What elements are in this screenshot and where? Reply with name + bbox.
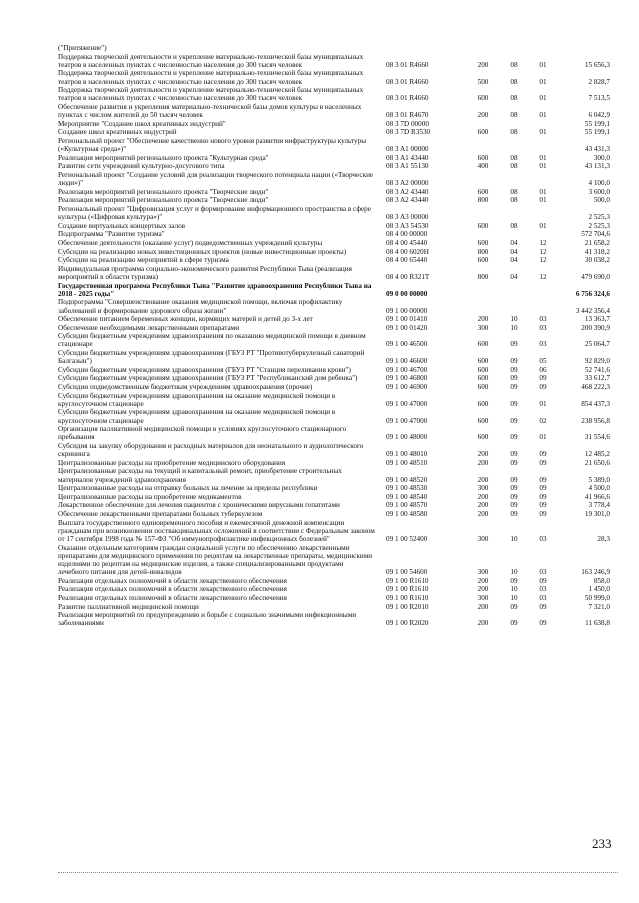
- row-code: 08 3 7D R3530: [386, 128, 431, 137]
- row-section: 09: [510, 365, 518, 374]
- row-subsection: 09: [539, 619, 547, 628]
- row-name: Реализация отдельных полномочий в области лекарственного обеспечения: [58, 576, 287, 585]
- row-subsection: 01: [539, 162, 547, 171]
- table-row: [58, 44, 606, 52]
- row-amount: 2 525,3: [588, 221, 610, 230]
- row-section: 09: [510, 484, 518, 493]
- row-expense-type: 300: [477, 568, 489, 577]
- budget-table: [58, 44, 610, 628]
- row-amount: 12 485,2: [584, 450, 610, 459]
- row-name: Региональный проект "Цифровизация услуг и формирование информационного пространства в сфере культуры («Цифровая культура»)": [58, 204, 371, 222]
- row-section: 08: [510, 196, 518, 205]
- row-amount: 30 038,2: [584, 256, 610, 265]
- table-row: [58, 323, 610, 332]
- row-amount: 3 442 356,4: [575, 306, 610, 315]
- row-name: Реализация мероприятий регионального проекта "Культурная среда": [58, 153, 269, 162]
- table-row: [58, 256, 610, 265]
- row-name: Создание школ креативных индустрий: [58, 128, 177, 137]
- table-row: [58, 136, 610, 154]
- row-expense-type: 200: [477, 501, 489, 510]
- row-code: 08 4 00 00000: [386, 230, 428, 239]
- table-row: [58, 238, 610, 247]
- row-section: 04: [510, 272, 518, 281]
- row-code: 08 4 00 R321T: [386, 272, 430, 281]
- table-row: [58, 128, 610, 137]
- table-row: [58, 196, 610, 205]
- row-name: Организация паллиативной медицинской помощи в условиях круглосуточного стационарного пребывания: [58, 425, 347, 442]
- row-amount: 2 828,7: [588, 77, 610, 86]
- row-name: Субсидии подведомственным бюджетным учреждениям здравоохранения (прочие): [58, 383, 313, 392]
- row-expense-type: 400: [477, 162, 489, 171]
- row-expense-type: 500: [477, 77, 489, 86]
- row-code: 08 3 A2 43440: [386, 196, 429, 205]
- row-expense-type: 200: [477, 576, 489, 585]
- row-amount: 41 966,6: [584, 492, 610, 501]
- row-expense-type: 200: [477, 475, 489, 484]
- row-code: 09 1 00 46800: [386, 374, 428, 383]
- row-section: 04: [510, 247, 518, 256]
- row-section: 10: [510, 323, 518, 332]
- table-row: [58, 408, 610, 425]
- table-row: [58, 52, 610, 69]
- row-section: 10: [510, 535, 518, 544]
- row-name: Оказание отдельным категориям граждан социальной услуги по обеспечению лекарственными препаратами для медицинского применения по рецептам на лекарственные препараты, медицинскими изделиями по рецептам на медицинские изделия, а также специализированными продуктами лечебного питания для детей-инвалидов: [58, 543, 373, 577]
- table-row: [58, 543, 610, 577]
- row-amount: 25 064,7: [584, 340, 610, 349]
- row-section: 09: [510, 458, 518, 467]
- row-subsection: 09: [539, 576, 547, 585]
- row-code: 09 1 00 54600: [386, 568, 428, 577]
- row-expense-type: 200: [477, 315, 489, 324]
- row-subsection: 01: [539, 60, 547, 69]
- row-expense-type: 600: [477, 416, 489, 425]
- row-amount: 33 612,7: [584, 374, 610, 383]
- row-name: Лекарственное обеспечение для лечения пациентов с хроническими вирусными гепатитами: [58, 501, 340, 510]
- row-amount: 43 431,3: [584, 145, 610, 154]
- table-row: [58, 298, 610, 315]
- row-amount: 5 389,0: [588, 475, 610, 484]
- row-name: Обеспечение деятельности (оказание услуг) подведомственных учреждений культуры: [58, 238, 323, 247]
- row-code: 09 1 00 46500: [386, 340, 428, 349]
- row-code: 08 4 00 6020H: [386, 247, 429, 256]
- table-row: [58, 425, 610, 442]
- row-amount: 52 741,6: [584, 365, 610, 374]
- row-subsection: 09: [539, 450, 547, 459]
- row-section: 09: [510, 602, 518, 611]
- row-amount: 468 222,3: [581, 383, 610, 392]
- table-row: [58, 458, 610, 467]
- row-code: 09 1 00 48520: [386, 475, 428, 484]
- row-section: 09: [510, 383, 518, 392]
- row-expense-type: 800: [477, 247, 489, 256]
- row-section: 10: [510, 585, 518, 594]
- row-name: Мероприятие "Создание школ креативных индустрий": [58, 119, 226, 128]
- row-name: Подпрограмма "Совершенствование оказания медицинской помощи, включая профилактику заболеваний и формирование здорового образа жизни": [58, 298, 343, 315]
- row-code: 08 3 7D 00000: [386, 119, 429, 128]
- row-amount: 200 390,9: [581, 323, 610, 332]
- row-amount: 41 318,2: [584, 247, 610, 256]
- row-code: 08 3 01 R4670: [386, 111, 429, 120]
- row-section: 09: [510, 340, 518, 349]
- row-amount: 28,3: [597, 535, 610, 544]
- row-amount: 21 658,2: [584, 238, 610, 247]
- row-name: Обеспечение лекарственными препаратами больных туберкулезом: [58, 510, 263, 519]
- row-expense-type: 200: [477, 602, 489, 611]
- row-subsection: 09: [539, 602, 547, 611]
- row-amount: 2 525,3: [588, 213, 610, 222]
- row-subsection: 01: [539, 128, 547, 137]
- row-code: 09 1 00 01420: [386, 323, 428, 332]
- row-code: 09 1 00 00000: [386, 306, 428, 315]
- row-name: Централизованные расходы на текущий и капитальный ремонт, приобретение строительных материалов учреждений здравоохранения: [58, 467, 342, 484]
- table-row: [58, 484, 610, 493]
- row-amount: 7 513,5: [588, 94, 610, 103]
- row-name: Реализация отдельных полномочий в области лекарственного обеспечения: [58, 594, 287, 602]
- row-expense-type: 600: [477, 187, 489, 196]
- row-amount: 1 450,0: [588, 585, 610, 594]
- row-expense-type: 600: [477, 357, 489, 366]
- row-expense-type: 600: [477, 374, 489, 383]
- row-amount: 92 829,0: [584, 357, 610, 366]
- table-row: [58, 281, 610, 298]
- row-name: Развитие сети учреждений культурно-досугового типа: [58, 162, 225, 171]
- row-amount: 55 199,1: [584, 128, 610, 137]
- row-name: Субсидии бюджетным учреждениям здравоохранения (ГБУЗ РТ "Республиканский дом ребенка"): [58, 374, 358, 383]
- row-expense-type: 200: [477, 492, 489, 501]
- row-name: Реализация мероприятий регионального проекта "Творческие люди": [58, 187, 269, 196]
- row-expense-type: 200: [477, 450, 489, 459]
- row-expense-type: 600: [477, 383, 489, 392]
- row-subsection: 01: [539, 433, 547, 442]
- row-name: Поддержка творческой деятельности и укрепление материально-технической базы муниципальных театров в населенных пунктах с численностью населения до 300 тысяч человек: [58, 86, 364, 103]
- row-expense-type: 600: [477, 221, 489, 230]
- row-code: 08 3 A2 43440: [386, 187, 429, 196]
- table-row: [58, 204, 610, 222]
- row-section: 08: [510, 187, 518, 196]
- row-name: Централизованные расходы на отправку больных на лечение за пределы республики: [58, 484, 318, 493]
- table-row: [58, 501, 610, 510]
- row-subsection: 12: [539, 256, 547, 265]
- row-section: 09: [510, 450, 518, 459]
- table-row: [58, 492, 610, 501]
- row-subsection: 09: [539, 383, 547, 392]
- row-expense-type: 600: [477, 94, 489, 103]
- row-section: 09: [510, 433, 518, 442]
- row-expense-type: 800: [477, 196, 489, 205]
- row-expense-type: 600: [477, 128, 489, 137]
- row-section: 04: [510, 238, 518, 247]
- row-name: Реализация отдельных полномочий в области лекарственного обеспечения: [58, 585, 287, 594]
- table-row: [58, 383, 610, 392]
- row-code: 08 3 A1 55130: [386, 162, 429, 171]
- row-subsection: 03: [539, 323, 547, 332]
- row-subsection: 09: [539, 492, 547, 501]
- row-amount: 11 638,8: [585, 619, 610, 628]
- row-expense-type: 200: [477, 585, 489, 594]
- row-expense-type: 600: [477, 340, 489, 349]
- row-amount: 163 246,9: [581, 568, 610, 577]
- row-name: Государственная программа Республики Тыва "Развитие здравоохранения Республики Тыва на 2018 - 2025 годы": [58, 281, 372, 298]
- row-name: Субсидии бюджетным учреждениям здравоохранения по оказанию медицинской помощи в дневном стационаре: [58, 332, 366, 349]
- row-amount: 15 656,3: [584, 60, 610, 69]
- row-name: Реализация мероприятий регионального проекта "Творческие люди": [58, 196, 269, 205]
- row-expense-type: 600: [477, 153, 489, 162]
- row-code: 09 0 00 00000: [386, 289, 428, 298]
- row-name: Субсидии бюджетным учреждениям здравоохранения (ГБУЗ РТ "Противотуберкулезный санаторий Балгазын"): [58, 349, 365, 366]
- row-code: 09 1 00 R2010: [386, 602, 429, 611]
- row-name: Выплата государственного единовременного пособия и ежемесячной денежной компенсации гражданам при возникновении поствакцинальных осложнений в соответствии с Федеральным законом от 17 сентября 1998 года № 157-ФЗ "Об иммунопрофилактике инфекционных болезней": [58, 518, 375, 544]
- row-amount: 572 704,6: [581, 230, 610, 239]
- table-row: [58, 611, 610, 628]
- row-amount: 300,0: [593, 153, 610, 162]
- row-section: 08: [510, 221, 518, 230]
- row-expense-type: 200: [477, 619, 489, 628]
- row-subsection: 09: [539, 510, 547, 519]
- row-code: 09 1 00 48510: [386, 458, 428, 467]
- row-subsection: 12: [539, 247, 547, 256]
- row-code: 09 1 00 R1610: [386, 585, 429, 594]
- table-row: [58, 221, 610, 230]
- row-section: 08: [510, 77, 518, 86]
- row-amount: 55 199,1: [584, 119, 610, 128]
- row-subsection: 03: [539, 585, 547, 594]
- row-name: Развитие паллиативной медицинской помощи: [58, 602, 199, 611]
- row-expense-type: 300: [477, 323, 489, 332]
- row-code: 08 3 01 R4660: [386, 60, 429, 69]
- row-name: Обеспечение развития и укрепления материально-технической базы домов культуры в населенных пунктах с числом жителей до 50 тысяч человек: [58, 102, 362, 120]
- row-expense-type: 800: [477, 272, 489, 281]
- row-code: 09 1 00 47000: [386, 416, 428, 425]
- row-amount: 238 956,8: [581, 416, 610, 425]
- row-name: Субсидии бюджетным учреждениям здравоохранения на оказание медицинской помощи в круглосуточном стационаре: [58, 408, 336, 425]
- row-name: Обеспечение питанием беременных женщин, кормящих матерей и детей до 3-х лет: [58, 315, 313, 324]
- row-subsection: 01: [539, 94, 547, 103]
- row-amount: 858,0: [593, 576, 610, 585]
- row-name: ("Притяжение"): [58, 44, 107, 52]
- row-name: Субсидии на реализацию мероприятий в сфере туризма: [58, 256, 229, 265]
- table-row: [58, 170, 610, 188]
- row-subsection: 01: [539, 153, 547, 162]
- page-number: 233: [592, 836, 612, 851]
- row-name: Субсидии бюджетным учреждениям здравоохранения (ГБУЗ РТ "Станция переливания крови"): [58, 365, 351, 374]
- table-row: [58, 585, 610, 594]
- table-row: [58, 365, 610, 374]
- table-row: [58, 162, 610, 171]
- table-row: [58, 264, 610, 281]
- row-code: 08 3 A1 00000: [386, 145, 429, 154]
- row-subsection: 06: [539, 365, 547, 374]
- row-subsection: 01: [539, 196, 547, 205]
- row-code: 09 1 00 R1610: [386, 576, 429, 585]
- row-code: 09 1 00 48570: [386, 501, 428, 510]
- row-subsection: 03: [539, 594, 547, 602]
- row-section: 09: [510, 619, 518, 628]
- row-section: 09: [510, 501, 518, 510]
- table-row: [58, 69, 610, 86]
- row-expense-type: 600: [477, 238, 489, 247]
- row-subsection: 01: [539, 187, 547, 196]
- row-amount: 13 363,7: [584, 315, 610, 324]
- row-amount: 4 500,0: [588, 484, 610, 493]
- table-row: [58, 332, 610, 349]
- row-name: Субсидии на реализацию новых инвестиционных проектов (новые инвестиционные проекты): [58, 247, 347, 256]
- row-code: 08 3 01 R4660: [386, 94, 429, 103]
- row-amount: 19 301,0: [584, 510, 610, 519]
- row-amount: 3 778,4: [588, 501, 610, 510]
- row-name: Субсидия на закупку оборудования и расходных материалов для неонатального и аудиологического скрининга: [58, 442, 364, 459]
- table-row: [58, 391, 610, 408]
- row-code: 09 1 00 46900: [386, 383, 428, 392]
- row-code: 09 1 00 R2020: [386, 619, 429, 628]
- row-expense-type: 300: [477, 484, 489, 493]
- table-row: [58, 230, 610, 239]
- row-expense-type: 200: [477, 458, 489, 467]
- row-subsection: 12: [539, 238, 547, 247]
- row-section: 08: [510, 94, 518, 103]
- row-name: Обеспечение необходимыми лекарственными препаратами: [58, 323, 240, 332]
- row-expense-type: 300: [477, 594, 489, 602]
- row-code: 09 1 00 48580: [386, 510, 428, 519]
- row-subsection: 02: [539, 416, 547, 425]
- row-subsection: 03: [539, 315, 547, 324]
- row-name: Поддержка творческой деятельности и укрепление материально-технической базы муниципальных театров в населенных пунктах с численностью населения до 300 тысяч человек: [58, 52, 364, 69]
- row-section: 08: [510, 111, 518, 120]
- row-code: 08 4 00 65440: [386, 256, 428, 265]
- table-row: [58, 119, 610, 128]
- row-code: 09 1 00 48530: [386, 484, 428, 493]
- row-name: Региональный проект "Обеспечение качественно нового уровня развития инфраструктуры культуры («Культурная среда»)": [58, 136, 367, 154]
- row-expense-type: 200: [477, 60, 489, 69]
- table-row: [58, 86, 610, 103]
- table-row: [58, 442, 610, 459]
- row-section: 09: [510, 475, 518, 484]
- row-subsection: 12: [539, 272, 547, 281]
- row-code: 08 3 01 R4660: [386, 77, 429, 86]
- row-section: 10: [510, 594, 518, 602]
- row-code: 09 1 00 47000: [386, 399, 428, 408]
- row-amount: 6 756 324,6: [575, 289, 610, 298]
- row-name: Централизованные расходы на приобретение медикаментов: [58, 492, 242, 501]
- table-row: [58, 349, 610, 366]
- table-row: [58, 153, 610, 162]
- row-name: Реализация мероприятий по предупреждению и борьбе с социально значимыми инфекционными заболеваниями: [58, 611, 357, 628]
- table-row: [58, 247, 610, 256]
- row-code: 08 3 A2 00000: [386, 179, 429, 188]
- table-row: [58, 576, 610, 585]
- row-expense-type: 600: [477, 256, 489, 265]
- row-section: 10: [510, 315, 518, 324]
- row-section: 08: [510, 162, 518, 171]
- row-code: 08 3 A1 43440: [386, 153, 429, 162]
- row-section: 09: [510, 399, 518, 408]
- row-name: Централизованные расходы на приобретение медицинского оборудования: [58, 458, 286, 467]
- row-section: 09: [510, 374, 518, 383]
- row-amount: 3 600,0: [588, 187, 610, 196]
- row-expense-type: 300: [477, 535, 489, 544]
- row-section: 09: [510, 492, 518, 501]
- row-section: 08: [510, 128, 518, 137]
- row-expense-type: 600: [477, 433, 489, 442]
- row-section: 09: [510, 510, 518, 519]
- row-expense-type: 200: [477, 510, 489, 519]
- row-code: 09 1 00 48010: [386, 450, 428, 459]
- table-row: [58, 602, 610, 611]
- row-name: Создание виртуальных концертных залов: [58, 221, 186, 230]
- row-section: 09: [510, 416, 518, 425]
- row-name: Подпрограмма "Развитие туризма": [58, 230, 165, 239]
- row-section: 04: [510, 256, 518, 265]
- row-code: 08 3 A3 00000: [386, 213, 429, 222]
- row-code: 09 1 00 R1610: [386, 594, 429, 602]
- row-subsection: 03: [539, 340, 547, 349]
- table-row: [58, 510, 610, 519]
- row-section: 08: [510, 60, 518, 69]
- row-section: 08: [510, 153, 518, 162]
- row-code: 09 1 00 01410: [386, 315, 428, 324]
- row-amount: 43 131,3: [584, 162, 610, 171]
- row-expense-type: 600: [477, 399, 489, 408]
- row-subsection: 01: [539, 399, 547, 408]
- row-amount: 479 690,0: [581, 272, 610, 281]
- row-subsection: 09: [539, 484, 547, 493]
- table-row: [58, 374, 610, 383]
- row-name: Индивидуальная программа социально-экономического развития Республики Тыва (реализация мероприятий в области туризма): [58, 264, 352, 281]
- row-section: 10: [510, 568, 518, 577]
- row-expense-type: 200: [477, 111, 489, 120]
- row-subsection: 01: [539, 111, 547, 120]
- table-row: [58, 518, 610, 544]
- row-subsection: 01: [539, 221, 547, 230]
- table-row: [58, 187, 610, 196]
- row-amount: 31 554,6: [584, 433, 610, 442]
- table-row: [58, 102, 610, 120]
- row-name: Субсидии бюджетным учреждениям здравоохранения на оказание медицинской помощи в круглосуточном стационаре: [58, 391, 336, 408]
- table-row: [58, 315, 610, 324]
- row-subsection: 05: [539, 357, 547, 366]
- row-code: 09 1 00 46600: [386, 357, 428, 366]
- row-amount: 21 650,6: [584, 458, 610, 467]
- row-code: 08 3 A3 54530: [386, 221, 429, 230]
- row-subsection: 09: [539, 458, 547, 467]
- row-code: 09 1 00 48000: [386, 433, 428, 442]
- row-code: 09 1 00 52400: [386, 535, 428, 544]
- row-subsection: 09: [539, 501, 547, 510]
- table-row: [58, 594, 610, 602]
- row-subsection: 01: [539, 77, 547, 86]
- row-subsection: 09: [539, 374, 547, 383]
- row-amount: 854 437,3: [581, 399, 610, 408]
- table-row: [58, 467, 610, 484]
- row-section: 09: [510, 357, 518, 366]
- row-code: 09 1 00 46700: [386, 365, 428, 374]
- row-name: Поддержка творческой деятельности и укрепление материально-технической базы муниципальных театров в населенных пунктах с численностью населения до 300 тысяч человек: [58, 69, 364, 86]
- row-section: 09: [510, 576, 518, 585]
- row-code: 09 1 00 48540: [386, 492, 428, 501]
- bottom-divider: [58, 872, 618, 873]
- row-subsection: 09: [539, 475, 547, 484]
- row-amount: 500,0: [593, 196, 610, 205]
- row-subsection: 03: [539, 568, 547, 577]
- row-expense-type: 600: [477, 365, 489, 374]
- row-amount: 50 999,0: [584, 594, 610, 602]
- row-amount: 6 042,9: [588, 111, 610, 120]
- row-amount: 4 100,0: [588, 179, 610, 188]
- row-name: Региональный проект "Создание условий для реализации творческого потенциала нации («Творческие люди»)": [58, 170, 374, 188]
- row-subsection: 03: [539, 535, 547, 544]
- row-code: 08 4 00 45440: [386, 238, 428, 247]
- row-amount: 7 321,0: [588, 602, 610, 611]
